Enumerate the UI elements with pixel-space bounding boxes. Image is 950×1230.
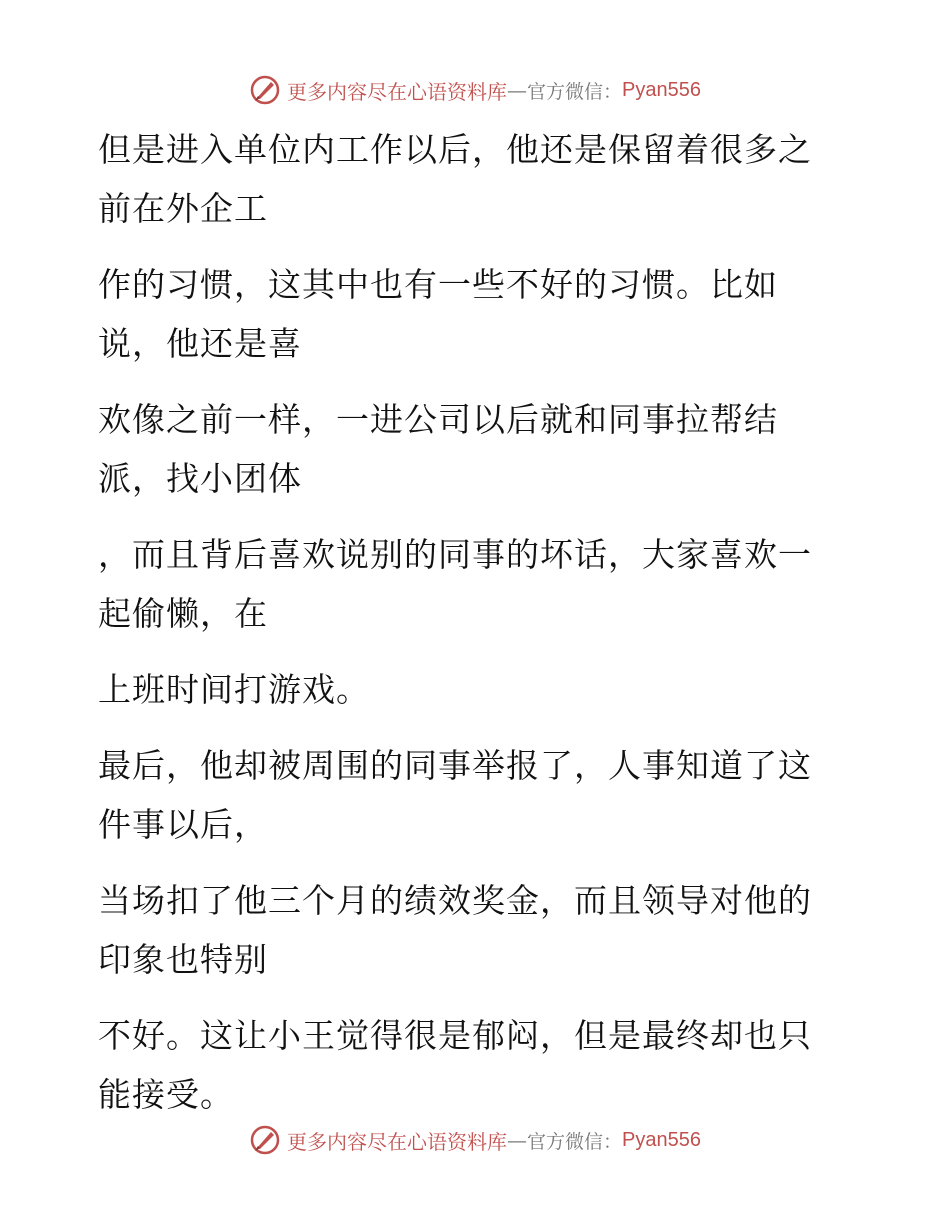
- paragraph-1: [98, 120, 838, 238]
- document-body: [98, 120, 838, 1141]
- watermark-separator: —: [507, 78, 527, 102]
- paragraph-5: [98, 660, 838, 719]
- paragraph-8: [98, 1006, 838, 1124]
- watermark-contact-id: Pyan556: [622, 78, 701, 101]
- paragraph-line: 件事以后，: [98, 805, 268, 844]
- paragraph-line: 不好。这让小王觉得很是郁闷，但是最终却也只: [98, 1016, 812, 1055]
- paragraph-line: ，而且背后喜欢说别的同事的坏话，大家喜欢一: [98, 535, 812, 574]
- paragraph-2: [98, 255, 838, 373]
- paragraph-6: [98, 736, 838, 854]
- watermark-contact-label: 官方微信：: [527, 80, 623, 103]
- paragraph-3: [98, 390, 838, 508]
- watermark-separator: —: [507, 1128, 527, 1152]
- paragraph-line: 能接受。: [98, 1075, 234, 1114]
- paragraph-4: [98, 525, 838, 643]
- paragraph-line: 上班时间打游戏。: [98, 670, 370, 709]
- paragraph-line: 派，找小团体: [98, 459, 302, 498]
- watermark-contact-label: 官方微信：: [527, 1130, 623, 1153]
- paragraph-line: 最后，他却被周围的同事举报了，人事知道了这: [98, 746, 812, 785]
- footer-watermark: [0, 1120, 950, 1160]
- watermark-site-text: 更多内容尽在心语资料库: [287, 1129, 507, 1154]
- header-watermark: [0, 70, 950, 110]
- paragraph-line: 但是进入单位内工作以后，他还是保留着很多之: [98, 130, 812, 169]
- paragraph-line: 前在外企工: [98, 189, 268, 228]
- paragraph-7: [98, 871, 838, 989]
- paragraph-line: 起偷懒，在: [98, 594, 268, 633]
- paragraph-line: 印象也特别: [98, 940, 268, 979]
- quill-pen-logo-icon: [249, 1124, 281, 1156]
- paragraph-line: 作的习惯，这其中也有一些不好的习惯。比如: [98, 265, 778, 304]
- paragraph-line: 说，他还是喜: [98, 324, 302, 363]
- paragraph-line: 欢像之前一样，一进公司以后就和同事拉帮结: [98, 400, 778, 439]
- watermark-contact-id: Pyan556: [622, 1128, 701, 1151]
- watermark-site-text: 更多内容尽在心语资料库: [287, 79, 507, 104]
- quill-pen-logo-icon: [249, 74, 281, 106]
- paragraph-line: 当场扣了他三个月的绩效奖金，而且领导对他的: [98, 881, 812, 920]
